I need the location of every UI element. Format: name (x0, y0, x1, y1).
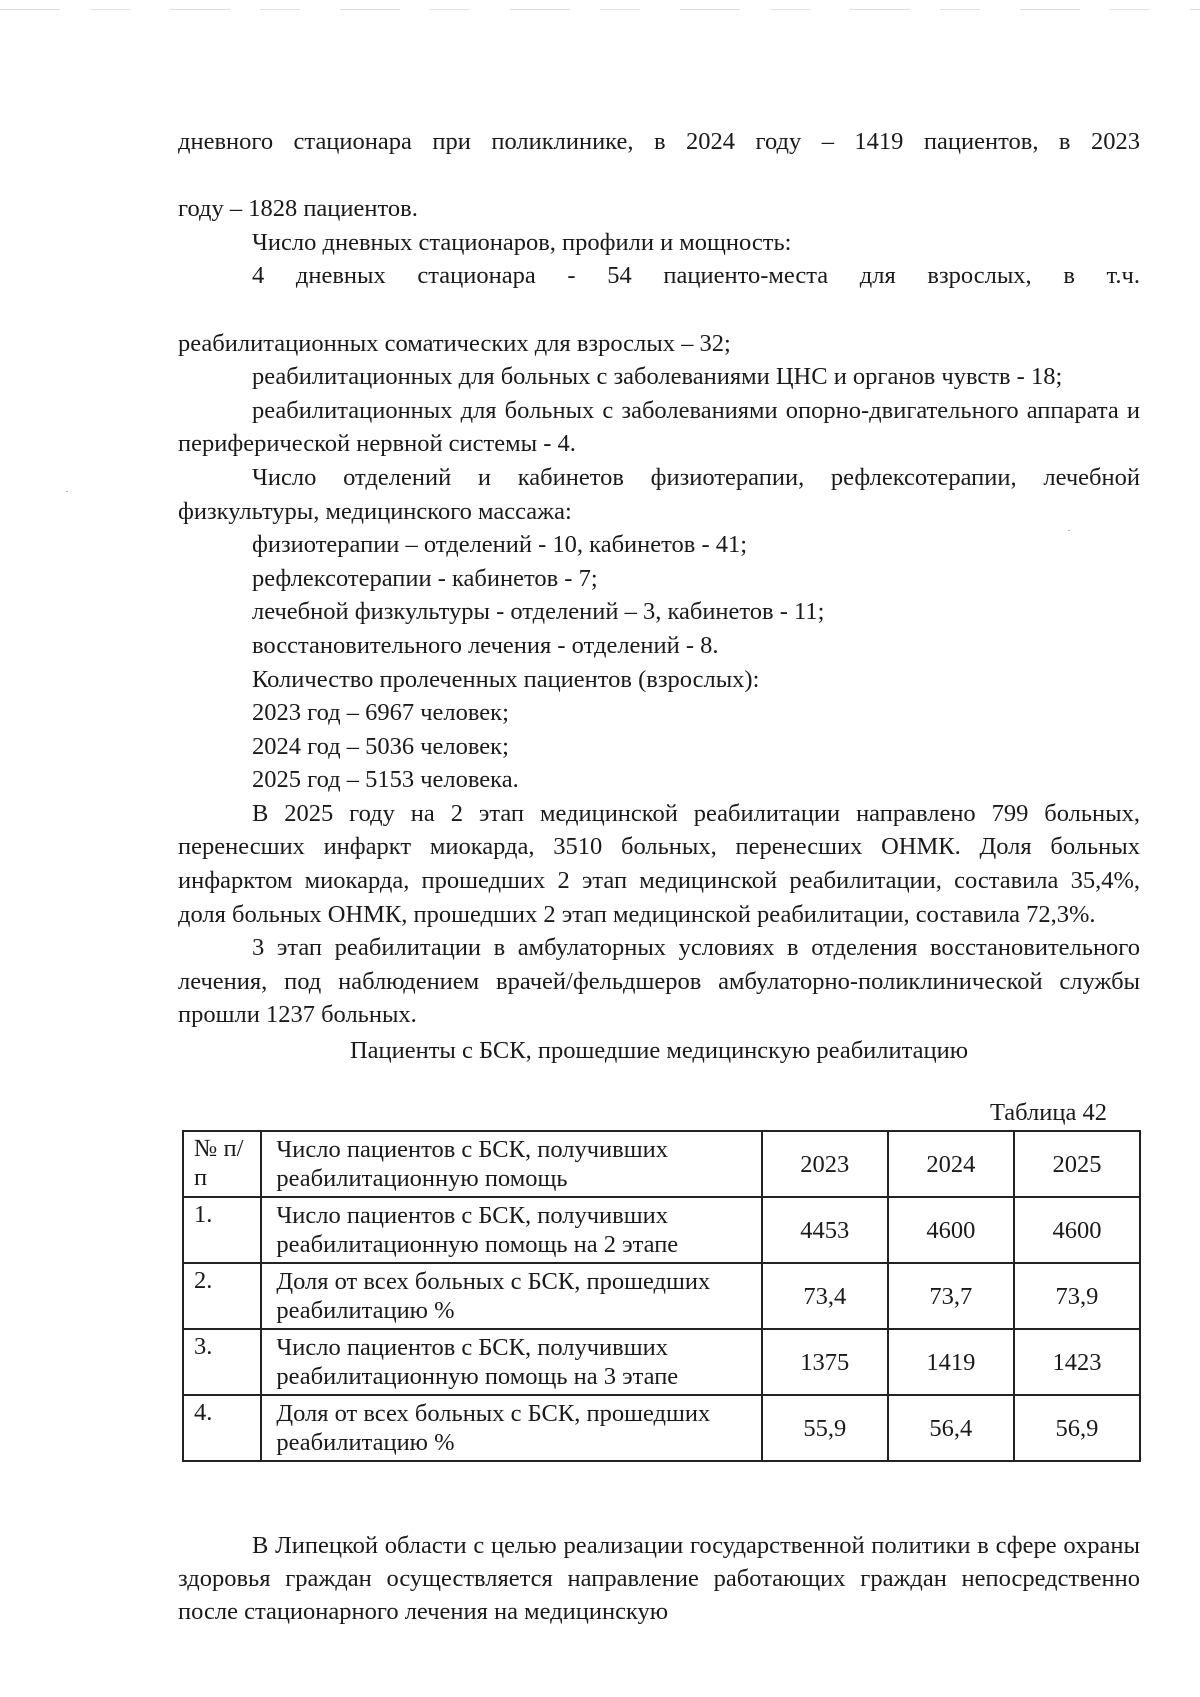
paragraph-line: 4 дневных стационара - 54 пациенто-места для взрослых, в т.ч. (252, 262, 1140, 290)
value-cell: 73,4 (762, 1263, 888, 1329)
paragraph: В 2025 году на 2 этап медицинской реабилитации направлено 799 больных, перенесших инфаркт миокарда, 3510 больных, перенесших ОНМК. Доля больных инфарктом миокарда, прошедших 2 этап медицинской реабилитации, составила 35,4%, доля больных ОНМК, прошедших 2 этап медицинской реабилитации, составила 72,3%. (178, 799, 1140, 928)
paragraph: Число отделений и кабинетов физиотерапии, рефлексотерапии, лечебной физкультуры, медицинского массажа: (178, 463, 1140, 525)
value-cell: 55,9 (762, 1395, 888, 1461)
header-cell: 2025 (1014, 1131, 1140, 1197)
value-cell: 1419 (888, 1329, 1014, 1395)
list-item: лечебной физкультуры - отделений – 3, кабинетов - 11; (252, 598, 825, 626)
list-item: физиотерапии – отделений - 10, кабинетов - 41; (252, 531, 748, 559)
table-row (183, 1395, 1140, 1461)
table-row (183, 1263, 1140, 1329)
table-row (183, 1197, 1140, 1263)
list-item: восстановительного лечения - отделений - 8. (252, 631, 719, 659)
header-cell: 2024 (888, 1131, 1014, 1197)
list-item: рефлексотерапии - кабинетов - 7; (252, 564, 598, 592)
header-cell: Число пациентов с БСК, получивших реабилитационную помощь (261, 1131, 761, 1197)
scan-artifact-line (0, 9, 1200, 10)
paragraph-line: реабилитационных соматических для взрослых – 32; (178, 329, 731, 357)
header-cell: № п/п (183, 1131, 261, 1197)
header-cell: 2023 (762, 1131, 888, 1197)
row-number: 1. (183, 1197, 261, 1263)
table-number: Таблица 42 (989, 1099, 1107, 1126)
row-label: Число пациентов с БСК, получивших реабилитационную помощь на 3 этапе (261, 1329, 761, 1395)
paragraph: реабилитационных для больных с заболеваниями ЦНС и органов чувств - 18; (252, 363, 1063, 391)
row-label: Число пациентов с БСК, получивших реабилитационную помощь на 2 этапе (261, 1197, 761, 1263)
table-header-row (183, 1131, 1140, 1197)
value-cell: 4600 (888, 1197, 1014, 1263)
rehab-table (182, 1130, 1141, 1462)
value-cell: 56,4 (888, 1395, 1014, 1461)
list-item: 2023 год – 6967 человек; (252, 699, 509, 727)
scan-speck (1068, 530, 1070, 531)
table-row (183, 1329, 1140, 1395)
paragraph-line: году – 1828 пациентов. (178, 195, 418, 223)
row-number: 2. (183, 1263, 261, 1329)
paragraph: В Липецкой области с целью реализации государственной политики в сфере охраны здоровья граждан осуществляется направление работающих граждан непосредственно после стационарного лечения на медицинскую (178, 1532, 1140, 1625)
closing-text (178, 1529, 1140, 1628)
paragraph: Количество пролеченных пациентов (взрослых): (252, 665, 760, 693)
value-cell: 1423 (1014, 1329, 1140, 1395)
value-cell: 4600 (1014, 1197, 1140, 1263)
row-label: Доля от всех больных с БСК, прошедших реабилитацию % (261, 1263, 761, 1329)
value-cell: 73,9 (1014, 1263, 1140, 1329)
paragraph: Число дневных стационаров, профили и мощность: (252, 228, 792, 256)
value-cell: 73,7 (888, 1263, 1014, 1329)
list-item: 2025 год – 5153 человека. (252, 766, 519, 794)
scan-speck (66, 491, 68, 492)
paragraph-line: дневного стационара при поликлинике, в 2024 году – 1419 пациентов, в 2023 (178, 128, 1140, 155)
value-cell: 1375 (762, 1329, 888, 1395)
table-caption: Пациенты с БСК, прошедшие медицинскую реабилитацию (349, 1037, 969, 1064)
row-label: Доля от всех больных с БСК, прошедших реабилитацию % (261, 1395, 761, 1461)
paragraph: 3 этап реабилитации в амбулаторных условиях в отделения восстановительного лечения, под наблюдением врачей/фельдшеров амбулаторно-поликлинической службы прошли 1237 больных. (178, 934, 1140, 1029)
paragraph: реабилитационных для больных с заболеваниями опорно-двигательного аппарата и периферической нервной системы - 4. (178, 396, 1140, 458)
value-cell: 56,9 (1014, 1395, 1140, 1461)
body-text (178, 125, 1140, 1032)
list-item: 2024 год – 5036 человек; (252, 732, 509, 760)
row-number: 4. (183, 1395, 261, 1461)
value-cell: 4453 (762, 1197, 888, 1263)
row-number: 3. (183, 1329, 261, 1395)
